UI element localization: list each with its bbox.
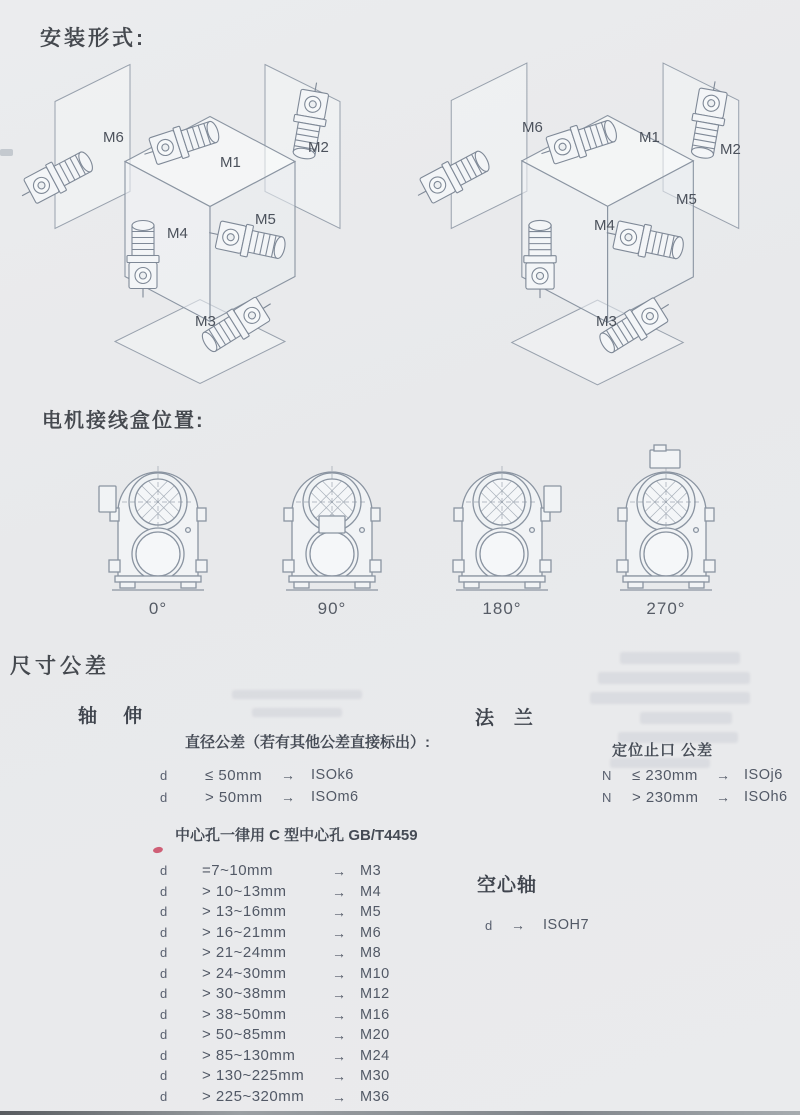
mounting-position-label: M4: [594, 217, 615, 234]
thread-size: M8: [360, 945, 382, 961]
bleedthrough-mark: [598, 672, 750, 684]
dim-range: > 50~85mm: [202, 1026, 287, 1043]
mounting-position-label: M4: [167, 225, 188, 242]
gearmotor-front-view: [271, 444, 393, 592]
junction-box-figure-180deg: [440, 444, 564, 619]
mounting-position-label: M5: [676, 191, 697, 208]
page-edge: [0, 1111, 800, 1115]
mounting-diagram-left: [15, 55, 385, 403]
bleedthrough-mark: [232, 690, 362, 699]
shaft-tolerance-table: [160, 768, 391, 805]
angle-label: 0°: [148, 599, 168, 618]
center-hole-note: 中心孔一律用 C 型中心孔 GB/T4459: [175, 827, 418, 844]
arrow-glyph: →: [281, 767, 295, 783]
dim-range: > 21~24mm: [202, 944, 287, 961]
dim-range: > 16~21mm: [202, 923, 287, 941]
bleedthrough-mark: [620, 652, 740, 664]
dim-range: > 38~50mm: [202, 1005, 287, 1023]
junction-box-figure-90deg: [270, 444, 394, 619]
dim-symbol: N: [602, 790, 612, 805]
mounting-position-label: M5: [255, 211, 276, 228]
hollow-shaft-heading: 空心轴: [477, 875, 538, 896]
mounting-position-label: M6: [103, 129, 124, 146]
arrow-glyph: →: [332, 1027, 346, 1043]
dim-range: > 13~16mm: [202, 903, 287, 920]
arrow-glyph: →: [716, 789, 730, 805]
dim-range: > 10~13mm: [202, 882, 287, 900]
bleedthrough-mark: [590, 692, 750, 704]
dim-symbol: N: [602, 768, 612, 783]
arrow-glyph: →: [332, 986, 346, 1002]
dim-range: > 230mm: [632, 789, 699, 806]
section-title-tolerance: 尺寸公差: [10, 655, 110, 678]
gearmotor-front-view: [605, 444, 727, 592]
thread-size: M16: [360, 1006, 390, 1023]
spigot-tolerance-note: 定位止口 公差: [612, 742, 714, 759]
thread-size: M4: [360, 883, 382, 900]
isometric-mounting-scene: [15, 55, 385, 403]
thread-size: M30: [360, 1068, 390, 1084]
arrow-glyph: →: [332, 924, 346, 941]
dim-range: > 85~130mm: [202, 1046, 296, 1064]
thread-size: M12: [360, 986, 390, 1002]
iso-fit: ISOm6: [311, 789, 359, 805]
thread-size: M24: [360, 1047, 390, 1064]
flange-heading: 法 兰: [475, 708, 534, 729]
scan-artifact-mark: [0, 149, 13, 156]
bleedthrough-mark: [610, 758, 710, 768]
dim-symbol: d: [160, 790, 168, 805]
hollow-shaft-table: [485, 918, 623, 933]
arrow-glyph: →: [332, 883, 346, 900]
dim-symbol: d: [160, 945, 168, 960]
mounting-position-label: M2: [720, 141, 741, 158]
dim-range: > 24~30mm: [202, 964, 287, 982]
arrow-glyph: →: [332, 965, 346, 982]
dim-symbol: d: [160, 904, 168, 919]
arrow-glyph: →: [281, 789, 295, 805]
dim-range: > 225~320mm: [202, 1087, 305, 1105]
dim-range: > 30~38mm: [202, 985, 287, 1002]
arrow-glyph: →: [511, 917, 525, 933]
flange-tolerance-table: [602, 768, 800, 805]
iso-fit: ISOh6: [744, 789, 788, 805]
dim-symbol: d: [160, 1006, 168, 1022]
bleedthrough-mark: [640, 712, 732, 724]
dim-symbol: d: [160, 768, 168, 783]
mounting-position-label: M1: [639, 129, 660, 146]
section-title-junction-box: 电机接线盒位置:: [42, 410, 205, 432]
arrow-glyph: →: [332, 1047, 346, 1064]
diameter-tolerance-note: 直径公差（若有其他公差直接标出）:: [185, 734, 430, 751]
arrow-glyph: →: [716, 767, 730, 783]
mounting-position-label: M6: [522, 119, 543, 136]
dim-symbol: d: [160, 1047, 168, 1063]
junction-box-figure-0deg: [96, 444, 220, 619]
dim-range: ≤ 230mm: [632, 767, 698, 784]
bleedthrough-mark: [252, 708, 342, 717]
mounting-position-label: M3: [596, 313, 617, 330]
dim-range: > 130~225mm: [202, 1067, 305, 1084]
thread-size: M6: [360, 924, 382, 941]
dim-range: > 50mm: [205, 789, 263, 806]
angle-label: 180°: [482, 599, 522, 618]
arrow-glyph: →: [332, 904, 346, 920]
dim-range: =7~10mm: [202, 862, 274, 879]
dim-symbol: d: [160, 965, 168, 981]
dim-symbol: d: [485, 918, 493, 933]
mounting-position-label: M2: [308, 139, 329, 156]
dim-symbol: d: [160, 1027, 168, 1042]
arrow-glyph: →: [332, 1068, 346, 1084]
gearmotor-front-view: [97, 444, 219, 592]
arrow-glyph: →: [332, 1088, 346, 1105]
angle-label: 270°: [646, 599, 686, 618]
thread-size: M36: [360, 1088, 390, 1105]
mounting-diagram-right: [405, 55, 790, 403]
dim-symbol: d: [160, 986, 168, 1001]
arrow-glyph: →: [332, 945, 346, 961]
dim-range: ≤ 50mm: [205, 767, 263, 784]
section-title-mounting: 安装形式:: [40, 27, 146, 50]
thread-size: M3: [360, 863, 382, 879]
iso-fit: ISOH7: [543, 917, 590, 933]
shaft-extension-heading: 轴 伸: [78, 706, 144, 727]
angle-label: 90°: [317, 599, 347, 618]
thread-size: M10: [360, 965, 390, 982]
dim-symbol: d: [160, 1068, 168, 1083]
dim-symbol: d: [160, 1088, 168, 1104]
center-hole-thread-table: [160, 864, 422, 1104]
iso-fit: ISOj6: [744, 767, 783, 783]
arrow-glyph: →: [332, 1006, 346, 1023]
thread-size: M20: [360, 1027, 390, 1043]
arrow-glyph: →: [332, 863, 346, 879]
junction-box-figure-270deg: [604, 444, 728, 619]
bleedthrough-mark: [618, 732, 738, 743]
red-pen-dot: [152, 846, 163, 854]
thread-size: M5: [360, 904, 382, 920]
mounting-position-label: M3: [195, 313, 216, 330]
mounting-position-label: M1: [220, 154, 241, 171]
iso-fit: ISOk6: [311, 767, 354, 783]
dim-symbol: d: [160, 863, 168, 878]
dim-symbol: d: [160, 924, 168, 940]
dim-symbol: d: [160, 883, 168, 899]
gearmotor-front-view: [441, 444, 563, 592]
